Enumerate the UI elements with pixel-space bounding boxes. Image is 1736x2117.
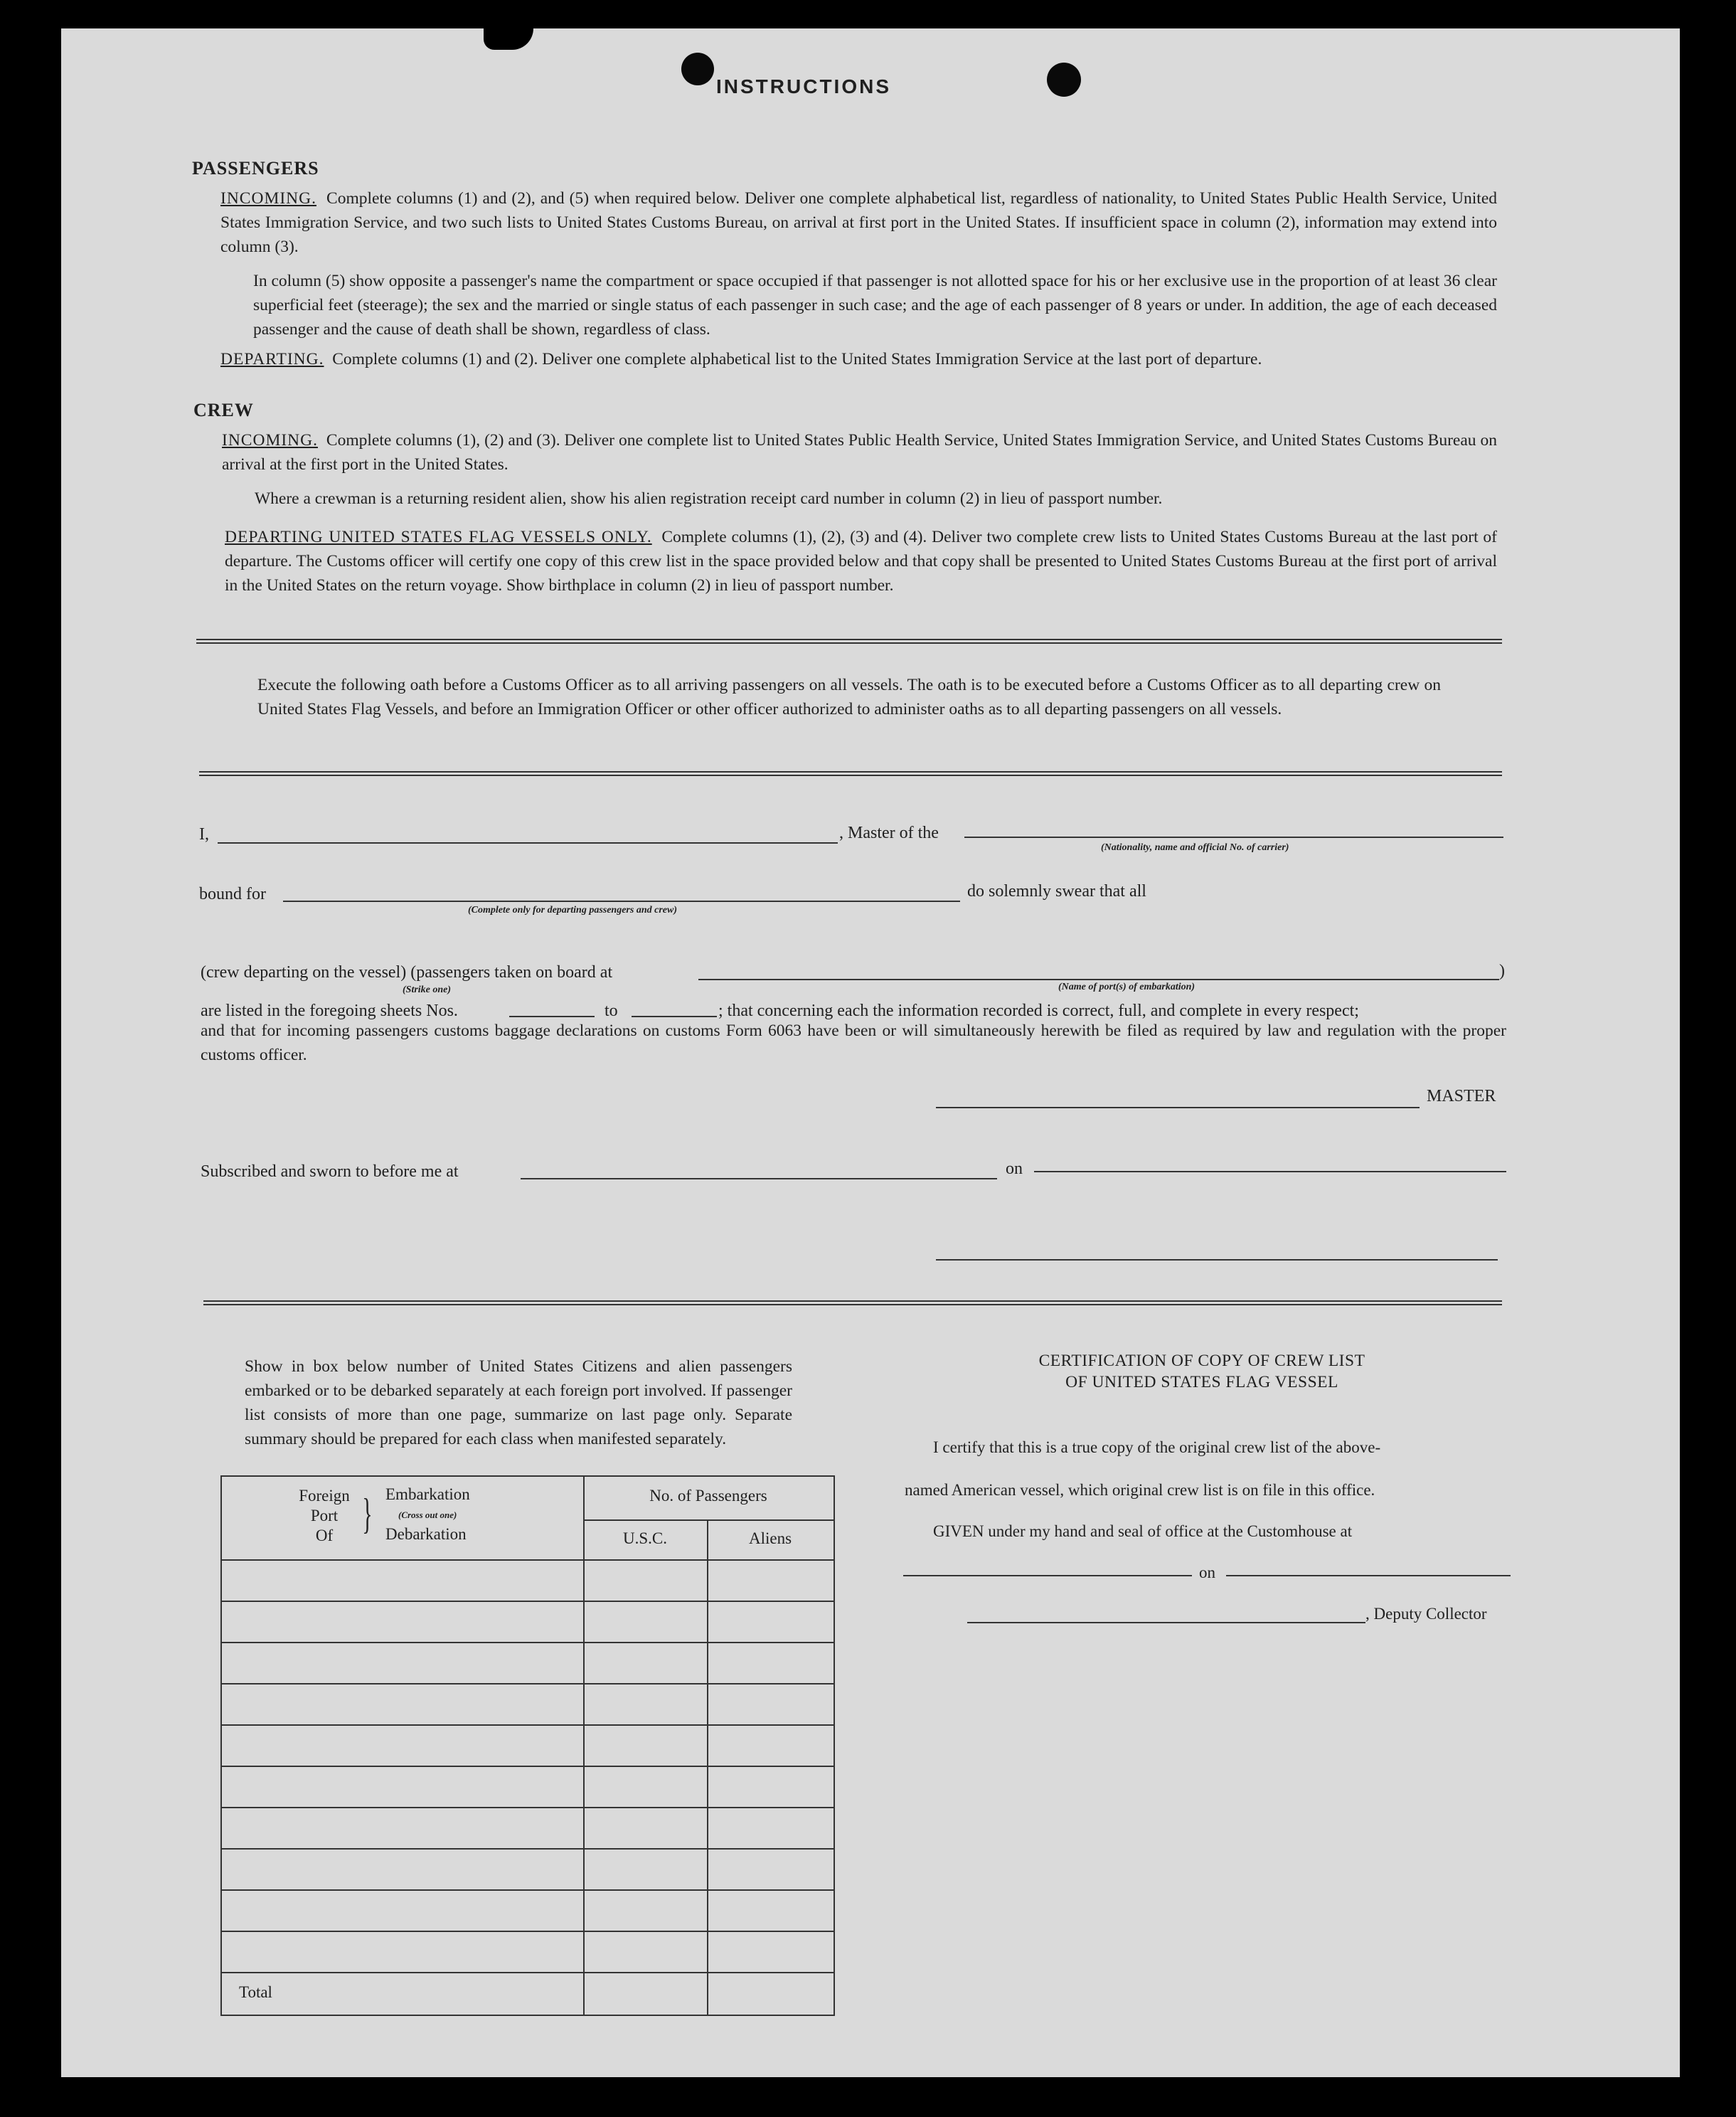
bound-for-field[interactable] xyxy=(283,901,960,902)
crew-resident: Where a crewman is a returning resident alien, show his alien registration receipt card number in column (2) in lieu of passport number. xyxy=(255,489,1163,508)
row-line-2 xyxy=(222,1642,834,1643)
debarkation-label: Debarkation xyxy=(385,1525,467,1543)
certification-on: on xyxy=(1199,1564,1215,1581)
row-line-8 xyxy=(222,1889,834,1891)
aliens-header: Aliens xyxy=(748,1529,792,1547)
oath-listed-2: ; that concerning each the information recorded is correct, full, and complete in every respect; xyxy=(718,1002,1359,1020)
strike-one-note: (Strike one) xyxy=(403,985,452,995)
oath-listed-3: and that for incoming passengers customs baggage declarations on customs Form 6063 have been or will simultaneously herewith be filed as required by law and regulation with the proper customs officer. xyxy=(201,1022,1506,1064)
row-line-4 xyxy=(222,1724,834,1726)
row-line-10 xyxy=(222,1972,834,1973)
col-divider-2 xyxy=(707,1519,708,2015)
of-label: Of xyxy=(315,1527,334,1544)
divider-1 xyxy=(196,639,1502,644)
passengers-incoming-text: Complete columns (1) and (2), and (5) when required below. Deliver one complete alphabetical list, regardless of nationality, to United States Public Health Service, United States Immigration Service, and two such lists to United States Customs Bureau, on arrival at first port in the United States. If insufficient space in column (2), information may extend into column (3). xyxy=(220,189,1497,256)
cross-out-note: (Cross out one) xyxy=(398,1510,457,1520)
divider-2 xyxy=(199,771,1502,776)
oath-close-paren: ) xyxy=(1499,962,1505,980)
col-divider-1 xyxy=(583,1477,585,2015)
row-line-3 xyxy=(222,1683,834,1684)
row-line-7 xyxy=(222,1848,834,1850)
complete-note: (Complete only for departing passengers and crew) xyxy=(468,905,677,916)
header-divider-inner xyxy=(583,1519,834,1521)
certification-line-2: named American vessel, which original crew list is on file in this office. xyxy=(905,1481,1375,1499)
embarkation-port-field[interactable] xyxy=(698,979,1499,980)
passengers-column5: In column (5) show opposite a passenger's name the compartment or space occupied if that passenger is not allotted space for his or her exclusive use in the proportion of at least 36 clear superficial feet (steerage); the sex and the married or single status of each passenger in such case; and the age of each passenger of 8 years or under. In addition, the age of each deceased passenger and the cause of death shall be shown, regardless of class. xyxy=(253,272,1497,339)
certification-line-3: GIVEN under my hand and seal of office at the Customhouse at xyxy=(933,1522,1353,1540)
certification-date-field[interactable] xyxy=(1226,1575,1511,1576)
oath-on: on xyxy=(1006,1160,1023,1178)
certification-title-2: OF UNITED STATES FLAG VESSEL xyxy=(1065,1373,1338,1391)
oath-i: I, xyxy=(199,825,209,844)
divider-3 xyxy=(203,1300,1502,1305)
master-name-field[interactable] xyxy=(218,842,838,844)
oath-intro: Execute the following oath before a Customs Officer as to all arriving passengers on all vessels. The oath is to be executed before a Customs Officer as to all departing crew on United States Flag Vessels, and before an Immigration Officer or other officer authorized to administer oaths as to all departing passengers on all vessels. xyxy=(257,676,1441,718)
crew-departing-lead: DEPARTING UNITED STATES FLAG VESSELS ONLY. xyxy=(225,528,652,546)
oath-listed-1: are listed in the foregoing sheets Nos. xyxy=(201,1002,458,1020)
crew-departing xyxy=(225,525,1497,598)
sworn-place-field[interactable] xyxy=(521,1178,997,1179)
summary-text: Show in box below number of United States Citizens and alien passengers embarked or to be debarked separately at each foreign port involved. If passenger list consists of more than one page, summarize on last page only. Separate summary should be prepared for each class when manifested separately. xyxy=(245,1357,792,1448)
master-label: MASTER xyxy=(1427,1087,1496,1105)
deputy-collector-signature[interactable] xyxy=(967,1622,1365,1623)
sheet-to-field[interactable] xyxy=(632,1016,717,1017)
brace-icon: } xyxy=(362,1490,373,1537)
no-passengers-header: No. of Passengers xyxy=(649,1487,767,1505)
oath-subscribed: Subscribed and sworn to before me at xyxy=(201,1162,459,1181)
embarkation-label: Embarkation xyxy=(385,1485,470,1503)
sworn-date-field[interactable] xyxy=(1034,1171,1506,1172)
sheet-from-field[interactable] xyxy=(509,1016,595,1017)
certification-title-1: CERTIFICATION OF COPY OF CREW LIST xyxy=(1038,1352,1365,1370)
passengers-heading: PASSENGERS xyxy=(192,158,319,179)
crew-heading: CREW xyxy=(193,400,254,420)
oath-master-of: , Master of the xyxy=(839,824,939,842)
crew-incoming xyxy=(222,428,1497,477)
oath-crew-departing: (crew departing on the vessel) (passengers taken on board at xyxy=(201,963,613,982)
nationality-note: (Nationality, name and official No. of carrier) xyxy=(1101,842,1289,853)
port-note: (Name of port(s) of embarkation) xyxy=(1058,982,1196,992)
oath-bound-for: bound for xyxy=(199,885,266,903)
passengers-departing xyxy=(220,347,1497,371)
passengers-incoming-lead: INCOMING. xyxy=(220,189,316,208)
row-line-6 xyxy=(222,1807,834,1808)
crew-incoming-lead: INCOMING. xyxy=(222,431,318,450)
row-line-9 xyxy=(222,1931,834,1932)
punch-hole-right xyxy=(1047,63,1081,97)
oath-solemnly: do solemnly swear that all xyxy=(967,882,1146,901)
deputy-collector-label: , Deputy Collector xyxy=(1365,1605,1487,1623)
master-signature-field[interactable] xyxy=(936,1107,1420,1108)
oath-listed-to: to xyxy=(605,1002,618,1020)
customhouse-field[interactable] xyxy=(903,1575,1192,1576)
usc-header: U.S.C. xyxy=(623,1529,667,1547)
row-line-5 xyxy=(222,1766,834,1767)
passengers-incoming xyxy=(220,186,1497,259)
header-bottom xyxy=(222,1559,834,1561)
crew-incoming-text: Complete columns (1), (2) and (3). Deliver one complete list to United States Public Health Service, United States Immigration Service, and United States Customs Bureau on arrival at the first port in the United States. xyxy=(222,431,1497,474)
certification-line-1: I certify that this is a true copy of the original crew list of the above- xyxy=(933,1438,1381,1456)
passengers-departing-lead: DEPARTING. xyxy=(220,350,324,368)
total-label: Total xyxy=(239,1983,272,2001)
port-label: Port xyxy=(310,1507,339,1524)
carrier-field[interactable] xyxy=(964,837,1503,838)
officer-signature-field[interactable] xyxy=(936,1259,1498,1261)
passengers-departing-text: Complete columns (1) and (2). Deliver one complete alphabetical list to the United States Immigration Service at the last port of departure. xyxy=(332,350,1262,368)
foreign-label: Foreign xyxy=(299,1487,350,1505)
passenger-summary-table xyxy=(220,1475,835,2016)
page-title: INSTRUCTIONS xyxy=(716,75,891,97)
crew-departing-text: Complete columns (1), (2), (3) and (4). Deliver two complete crew lists to United States Customs Bureau at the last port of departure. The Customs officer will certify one copy of this crew list in the space provided below and that copy shall be presented to United States Customs Bureau at the first port of arrival in the United States on the return voyage. Show birthplace in column (2) in lieu of passport number. xyxy=(225,528,1497,595)
row-line-1 xyxy=(222,1601,834,1602)
